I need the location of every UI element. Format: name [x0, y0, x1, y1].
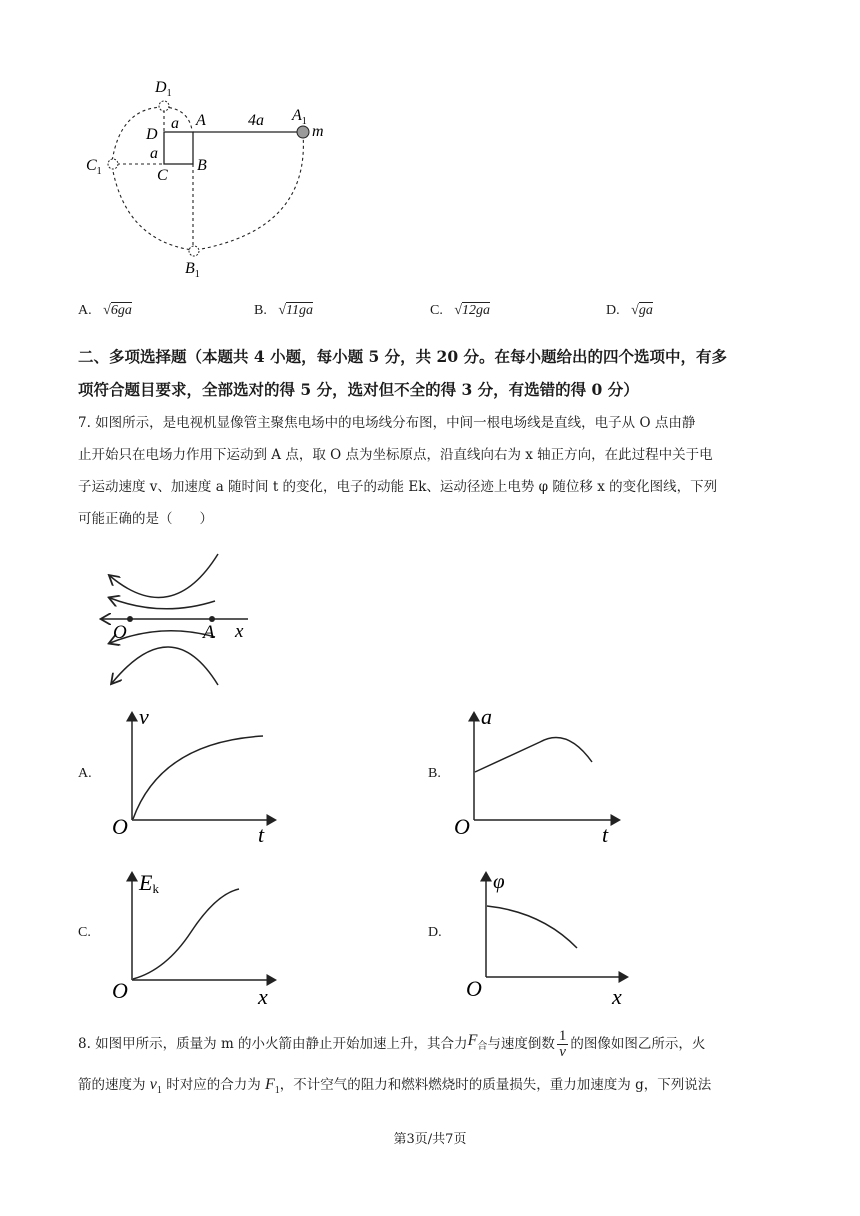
q6-option-b[interactable] [254, 303, 313, 319]
q7-graph-b[interactable] [452, 702, 632, 847]
q7-graph-d[interactable] [462, 862, 642, 1012]
q7-option-a-letter: A. [78, 766, 92, 781]
q7-line2: 止开始只在电场力作用下运动到 A 点，取 O 点为坐标原点，沿直线向右为 x 轴正方向，在此过程中关于电 [78, 447, 713, 463]
xlabel: t [602, 822, 609, 847]
q8-text: ，不计空气的阻力和燃料燃烧时的质量损失，重力加速度为 g，下列说法 [279, 1077, 712, 1094]
label-m: m [312, 123, 324, 140]
q7-graph-c[interactable] [106, 862, 286, 1012]
q7-field-figure [92, 548, 262, 693]
q6-figure [70, 70, 350, 285]
label-b1: $B_1$ [185, 260, 200, 280]
q8-line2 [78, 1066, 790, 1110]
label-a1: $A_1$ [292, 107, 307, 127]
q7-line4: 可能正确的是（ ） [78, 511, 213, 527]
ball-b1 [189, 246, 199, 256]
label-b: B [197, 157, 207, 174]
q7-option-c-letter: C. [78, 925, 91, 940]
q7-line1: 7. 如图所示，是电视机显像管主聚焦电场中的电场线分布图，中间一根电场线是直线，电子从 O 点由静 [78, 415, 696, 431]
option-letter: D. [606, 303, 620, 318]
field-label-a: A [203, 622, 215, 643]
ylabel: v [139, 704, 149, 729]
curve-a-t [475, 738, 592, 773]
ball-d1 [159, 101, 169, 111]
q6-option-d[interactable] [606, 303, 653, 319]
ball-c1 [108, 159, 118, 169]
square-abcd [164, 132, 193, 164]
q8-stem [78, 1022, 790, 1110]
sqrt-sign: √ [278, 303, 287, 318]
sqrt-sign: √ [631, 303, 639, 318]
symbol-f-he: $F_合$ [467, 1032, 488, 1053]
label-c1: $C_1$ [86, 157, 102, 177]
ylabel: φ [493, 869, 505, 893]
field-line-top-outer [110, 554, 218, 597]
radicand: 6ga [110, 303, 132, 318]
radicand: ga [638, 303, 653, 318]
label-a: A [196, 112, 206, 129]
point-o [127, 616, 133, 622]
symbol-v1: $v_1$ [149, 1076, 162, 1097]
q6-option-a[interactable] [78, 303, 132, 319]
option-letter: C. [430, 303, 443, 318]
page-footer: 第3页/共7页 [393, 1132, 467, 1147]
option-letter: A. [78, 303, 92, 318]
q8-text: 8. 如图甲所示，质量为 m 的小火箭由静止开始加速上升，其合力 [78, 1036, 468, 1053]
section-heading-line2: 项符合题目要求，全部选对的得 5 分，选对但不全的得 3 分，有选错的得 0 分） [78, 380, 639, 399]
symbol-f1: $F_1$ [265, 1076, 280, 1097]
q7-option-d-letter: D. [428, 925, 442, 940]
label-4a: 4a [248, 112, 264, 129]
origin-label: O [112, 978, 128, 1003]
option-letter: B. [254, 303, 267, 318]
field-line-top-inner [110, 598, 215, 609]
dashed-arc-left-bottom [112, 166, 192, 250]
label-c: C [157, 167, 168, 184]
field-line-bottom-outer [112, 647, 218, 685]
q8-text: 时对应的合力为 [161, 1077, 265, 1094]
label-a-left: a [150, 145, 158, 162]
label-d: D [146, 126, 158, 143]
radicand: 11ga [286, 303, 313, 318]
label-d1: $D_1$ [155, 79, 172, 99]
origin-label: O [466, 976, 482, 1001]
section-heading-line1: 二、多项选择题（本题共 4 小题，每小题 5 分，共 20 分。在每小题给出的四个选项中，有多 [78, 347, 728, 366]
ylabel: Ek [139, 870, 159, 896]
ball-a1 [297, 126, 309, 138]
q6-option-c[interactable] [430, 303, 490, 319]
curve-ek-x [133, 889, 239, 979]
q8-text: 的图像如图乙所示，火 [570, 1036, 706, 1053]
q7-option-b-letter: B. [428, 766, 441, 781]
sqrt-sign: √ [454, 303, 463, 318]
curve-phi-x [487, 906, 577, 948]
origin-label: O [454, 814, 470, 839]
q7-line3: 子运动速度 v、加速度 a 随时间 t 的变化，电子的动能 Ek、运动径迹上电势 φ 随位移 x 的变化图线，下列 [78, 479, 718, 495]
origin-label: O [112, 814, 128, 839]
field-label-o: O [113, 622, 127, 643]
sqrt-sign: √ [103, 303, 111, 318]
xlabel: t [258, 822, 265, 847]
fraction-1-over-v: 1 v [558, 1027, 567, 1060]
q8-line1 [78, 1022, 790, 1066]
field-label-x: x [235, 621, 244, 642]
label-a-top: a [171, 115, 179, 132]
dashed-arc-right-bottom [196, 134, 303, 250]
ylabel: a [481, 704, 492, 729]
q8-text: 箭的速度为 [78, 1077, 150, 1094]
q7-stem [78, 407, 790, 535]
radicand: 12ga [462, 303, 491, 318]
curve-v-t [133, 736, 263, 819]
q7-graph-a[interactable] [106, 702, 286, 847]
q8-text: 与速度倒数 [487, 1036, 555, 1053]
xlabel: x [612, 984, 622, 1009]
section-heading [78, 340, 788, 406]
xlabel: x [258, 984, 268, 1009]
